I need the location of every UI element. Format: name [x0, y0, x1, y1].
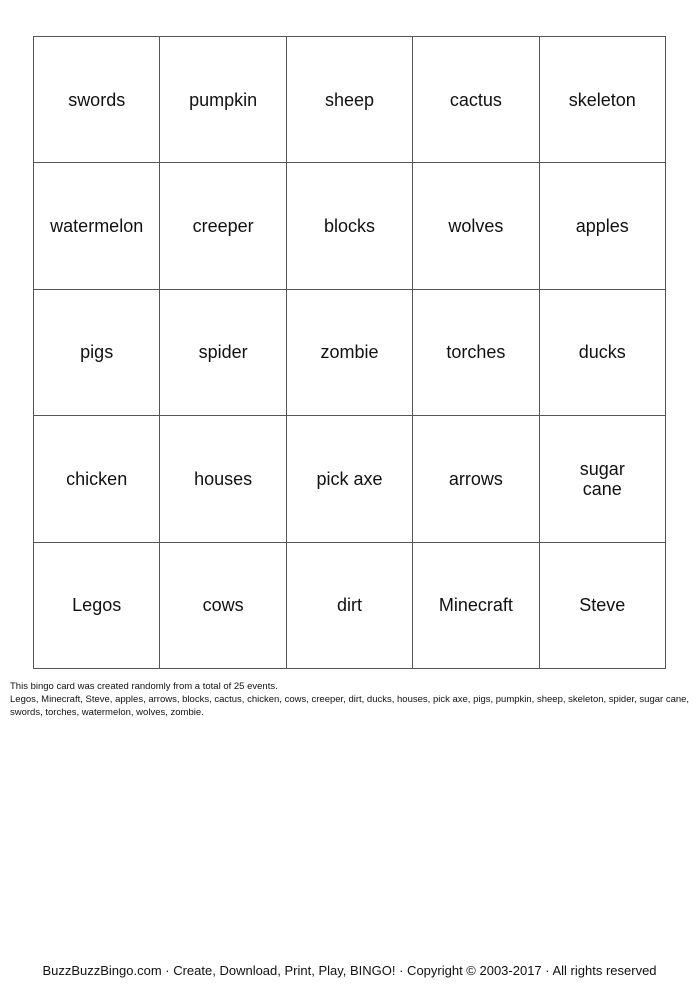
bingo-cell-label: houses [194, 468, 253, 489]
card-info [10, 680, 690, 719]
bingo-cell-label: creeper [192, 216, 254, 237]
bingo-cell-label: sugar cane [579, 458, 625, 499]
bingo-cell-label: watermelon [50, 216, 144, 237]
card-summary: This bingo card was created randomly from a total of 25 events. [10, 681, 278, 692]
bingo-cell [540, 416, 666, 542]
bingo-cell [160, 37, 286, 163]
bingo-cell-label: torches [446, 342, 506, 363]
bingo-cell-label: apples [575, 216, 629, 237]
bingo-cell-label: sheep [324, 89, 375, 110]
bingo-cell-label: ducks [578, 342, 626, 363]
bingo-cell-label: wolves [448, 216, 504, 237]
bingo-cell [413, 416, 539, 542]
bingo-cell [413, 163, 539, 289]
bingo-cell-label: zombie [320, 342, 379, 363]
bingo-cell-label: blocks [323, 216, 375, 237]
bingo-cell [413, 37, 539, 163]
bingo-cell-label: pigs [80, 342, 114, 363]
bingo-cell [540, 37, 666, 163]
bingo-cell [34, 543, 160, 669]
bingo-cell [287, 163, 413, 289]
bingo-cell [34, 416, 160, 542]
bingo-cell-label: spider [198, 342, 248, 363]
bingo-cell [160, 290, 286, 416]
bingo-cell [287, 416, 413, 542]
bingo-cell-label: cactus [449, 89, 502, 110]
bingo-cell [413, 290, 539, 416]
footer: BuzzBuzzBingo.com · Create, Download, Print, Play, BINGO! · Copyright © 2003-2017 · All rights reserved [42, 963, 657, 978]
events-list: Legos, Minecraft, Steve, apples, arrows, blocks, cactus, chicken, cows, creeper, dirt, ducks, houses, pick axe, pigs, pumpkin, sheep, skeleton, spider, sugar cane, swords, torches, watermelon, wolves, zombie. [10, 694, 690, 718]
bingo-cell [160, 163, 286, 289]
bingo-cell-label: chicken [66, 468, 128, 489]
bingo-cell-label: Legos [72, 595, 122, 616]
bingo-cell-label: pumpkin [189, 89, 258, 110]
bingo-cell [540, 543, 666, 669]
bingo-cell [287, 543, 413, 669]
bingo-cell-label: arrows [448, 468, 503, 489]
bingo-cell [34, 290, 160, 416]
bingo-cell [540, 290, 666, 416]
bingo-cell [160, 416, 286, 542]
bingo-cell-label: swords [68, 89, 126, 110]
bingo-cell [287, 37, 413, 163]
bingo-cell-label: skeleton [568, 89, 636, 110]
bingo-cell [540, 163, 666, 289]
bingo-card-grid [33, 36, 666, 669]
bingo-cell [287, 290, 413, 416]
bingo-cell [413, 543, 539, 669]
bingo-cell-label: Steve [579, 595, 626, 616]
bingo-cell [34, 37, 160, 163]
bingo-cell-label: pick axe [316, 468, 383, 489]
bingo-cell-label: cows [202, 595, 244, 616]
bingo-cell [160, 543, 286, 669]
bingo-cell [34, 163, 160, 289]
bingo-cell-label: Minecraft [438, 595, 513, 616]
bingo-cell-label: dirt [336, 595, 362, 616]
